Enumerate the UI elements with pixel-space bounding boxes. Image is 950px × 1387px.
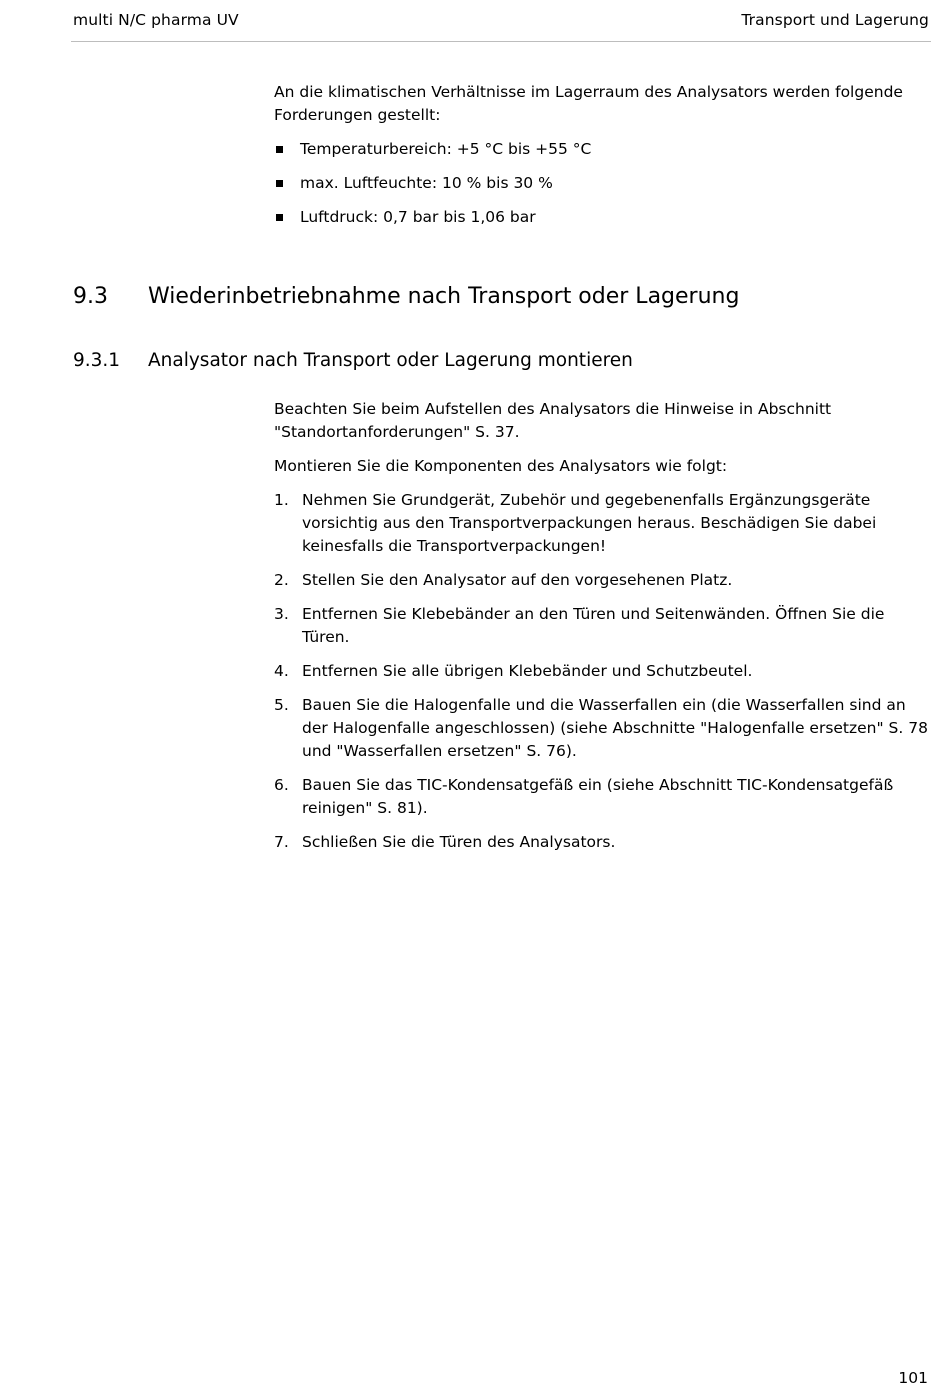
step-number: 7. [274, 833, 289, 851]
list-item [274, 138, 934, 172]
step-text: Bauen Sie die Halogenfalle und die Wasserfallen ein (die Wasserfallen sind an der Halogenfalle angeschlossen) (siehe Abschnitte "Halogenfalle ersetzen" S. 78 und "Wasserfallen ersetzen" S. 76). [302, 696, 928, 760]
list-item-text: Luftdruck: 0,7 bar bis 1,06 bar [300, 208, 536, 226]
step-text: Entfernen Sie alle übrigen Klebebänder und Schutzbeutel. [302, 662, 753, 680]
step-number: 4. [274, 662, 289, 680]
step-text: Nehmen Sie Grundgerät, Zubehör und gegebenenfalls Ergänzungsgeräte vorsichtig aus den Transportverpackungen heraus. Beschädigen Sie dabei keinesfalls die Transportverpackungen! [302, 491, 877, 555]
list-item [274, 660, 934, 683]
header-product-name: multi N/C pharma UV [73, 11, 239, 29]
section-heading [73, 284, 739, 309]
list-item-text: Temperaturbereich: +5 °C bis +55 °C [300, 140, 592, 158]
step-number: 6. [274, 776, 289, 794]
assembly-steps-list [274, 489, 934, 854]
list-item-text: max. Luftfeuchte: 10 % bis 30 % [300, 174, 553, 192]
location-reference-paragraph: Beachten Sie beim Aufstellen des Analysators die Hinweise in Abschnitt "Standortanforderungen" S. 37. [274, 400, 832, 441]
storage-conditions-list [274, 138, 934, 240]
page-number: 101 [898, 1369, 928, 1387]
step-text: Stellen Sie den Analysator auf den vorgesehenen Platz. [302, 571, 733, 589]
list-item [274, 603, 934, 649]
list-item [274, 172, 934, 206]
list-item [274, 694, 934, 763]
list-item [274, 831, 934, 854]
step-text: Entfernen Sie Klebebänder an den Türen und Seitenwänden. Öffnen Sie die Türen. [302, 605, 885, 646]
list-item [274, 489, 934, 558]
storage-intro-paragraph: An die klimatischen Verhältnisse im Lagerraum des Analysators werden folgende Forderungen gestellt: [274, 83, 903, 124]
list-item [274, 569, 934, 592]
bullet-square-icon [276, 214, 283, 221]
header-chapter-title: Transport und Lagerung [741, 11, 929, 29]
step-number: 5. [274, 696, 289, 714]
subsection-title: Analysator nach Transport oder Lagerung montieren [148, 350, 633, 371]
step-text: Bauen Sie das TIC-Kondensatgefäß ein (siehe Abschnitt TIC-Kondensatgefäß reinigen" S. 81). [302, 776, 894, 817]
assembly-block [274, 398, 934, 865]
section-title: Wiederinbetriebnahme nach Transport oder Lagerung [148, 284, 740, 309]
step-text: Schließen Sie die Türen des Analysators. [302, 833, 616, 851]
bullet-square-icon [276, 146, 283, 153]
step-number: 1. [274, 491, 289, 509]
step-number: 3. [274, 605, 289, 623]
list-item [274, 206, 934, 240]
storage-conditions-block [274, 81, 934, 240]
subsection-heading [73, 350, 633, 371]
subsection-number: 9.3.1 [73, 350, 121, 371]
list-item [274, 774, 934, 820]
bullet-square-icon [276, 180, 283, 187]
section-number: 9.3 [73, 284, 108, 309]
assembly-intro-paragraph: Montieren Sie die Komponenten des Analysators wie folgt: [274, 457, 728, 475]
page-header [71, 0, 931, 42]
step-number: 2. [274, 571, 289, 589]
